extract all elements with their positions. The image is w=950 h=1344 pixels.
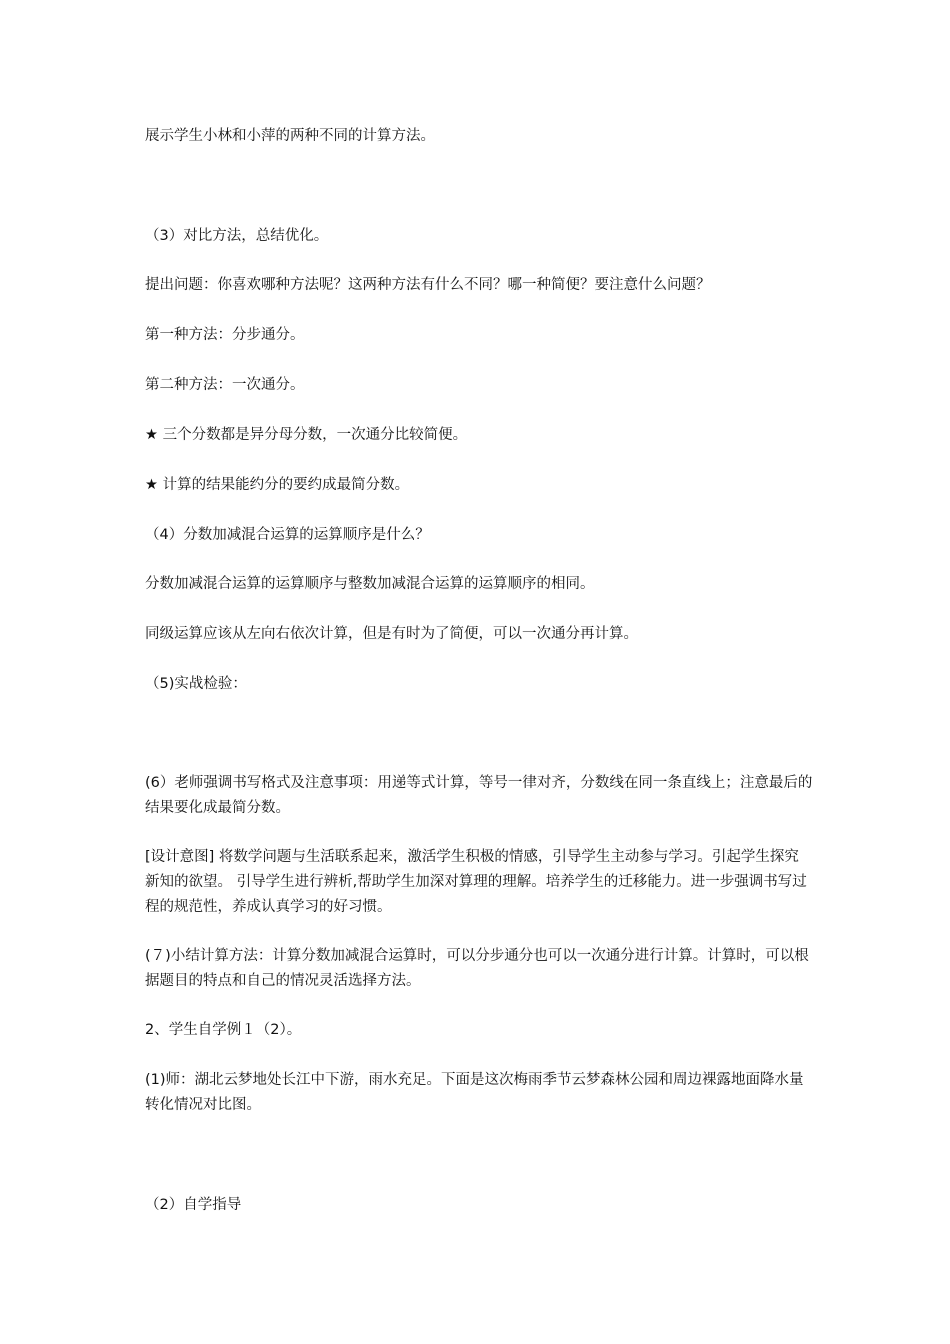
paragraph-method-two: 第二种方法：一次通分。 — [145, 377, 305, 393]
paragraph-method-one: 第一种方法：分步通分。 — [145, 327, 305, 343]
paragraph-questions: 提出问题：你喜欢哪种方法呢？这两种方法有什么不同？哪一种简便？要注意什么问题？ — [145, 277, 711, 293]
paragraph-star-point-2: ★ 计算的结果能约分的要约成最简分数。 — [145, 477, 410, 493]
paragraph-summary: (７)小结计算方法：计算分数加减混合运算时，可以分步通分也可以一次通分进行计算。计算时，可以根据题目的特点和自己的情况灵活选择方法。 — [145, 948, 809, 989]
paragraph-star-point-1: ★ 三个分数都是异分母分数，一次通分比较简便。 — [145, 427, 468, 443]
heading-compare-methods: （3）对比方法，总结优化。 — [145, 228, 329, 244]
paragraph-design-intent: [设计意图] 将数学问题与生活联系起来，激活学生积极的情感，引导学生主动参与学习。引起学生探究新知的欲望。 引导学生进行辨析,帮助学生加深对算理的理解。培养学生的迁移能力。进一步强调书写过程的规范性，养成认真学习的好习惯。 — [145, 849, 807, 915]
heading-practice: （5)实战检验： — [145, 676, 247, 692]
paragraph-left-to-right: 同级运算应该从左向右依次计算，但是有时为了简便，可以一次通分再计算。 — [145, 626, 638, 642]
heading-operation-order: （4）分数加减混合运算的运算顺序是什么？ — [145, 527, 430, 543]
paragraph-teacher-emphasis: (6）老师强调书写格式及注意事项：用递等式计算，等号一律对齐，分数线在同一条直线上；注意最后的结果要化成最简分数。 — [145, 775, 813, 816]
heading-self-study: 2、学生自学例１（2）。 — [145, 1022, 302, 1038]
paragraph-teacher-intro: (1)师：湖北云梦地处长江中下游，雨水充足。下面是这次梅雨季节云梦森林公园和周边裸露地面降水量转化情况对比图。 — [145, 1072, 804, 1113]
heading-self-study-guide: （2）自学指导 — [145, 1197, 242, 1213]
paragraph-show-methods: 展示学生小林和小萍的两种不同的计算方法。 — [145, 128, 435, 144]
paragraph-order-same: 分数加减混合运算的运算顺序与整数加减混合运算的运算顺序的相同。 — [145, 576, 595, 592]
